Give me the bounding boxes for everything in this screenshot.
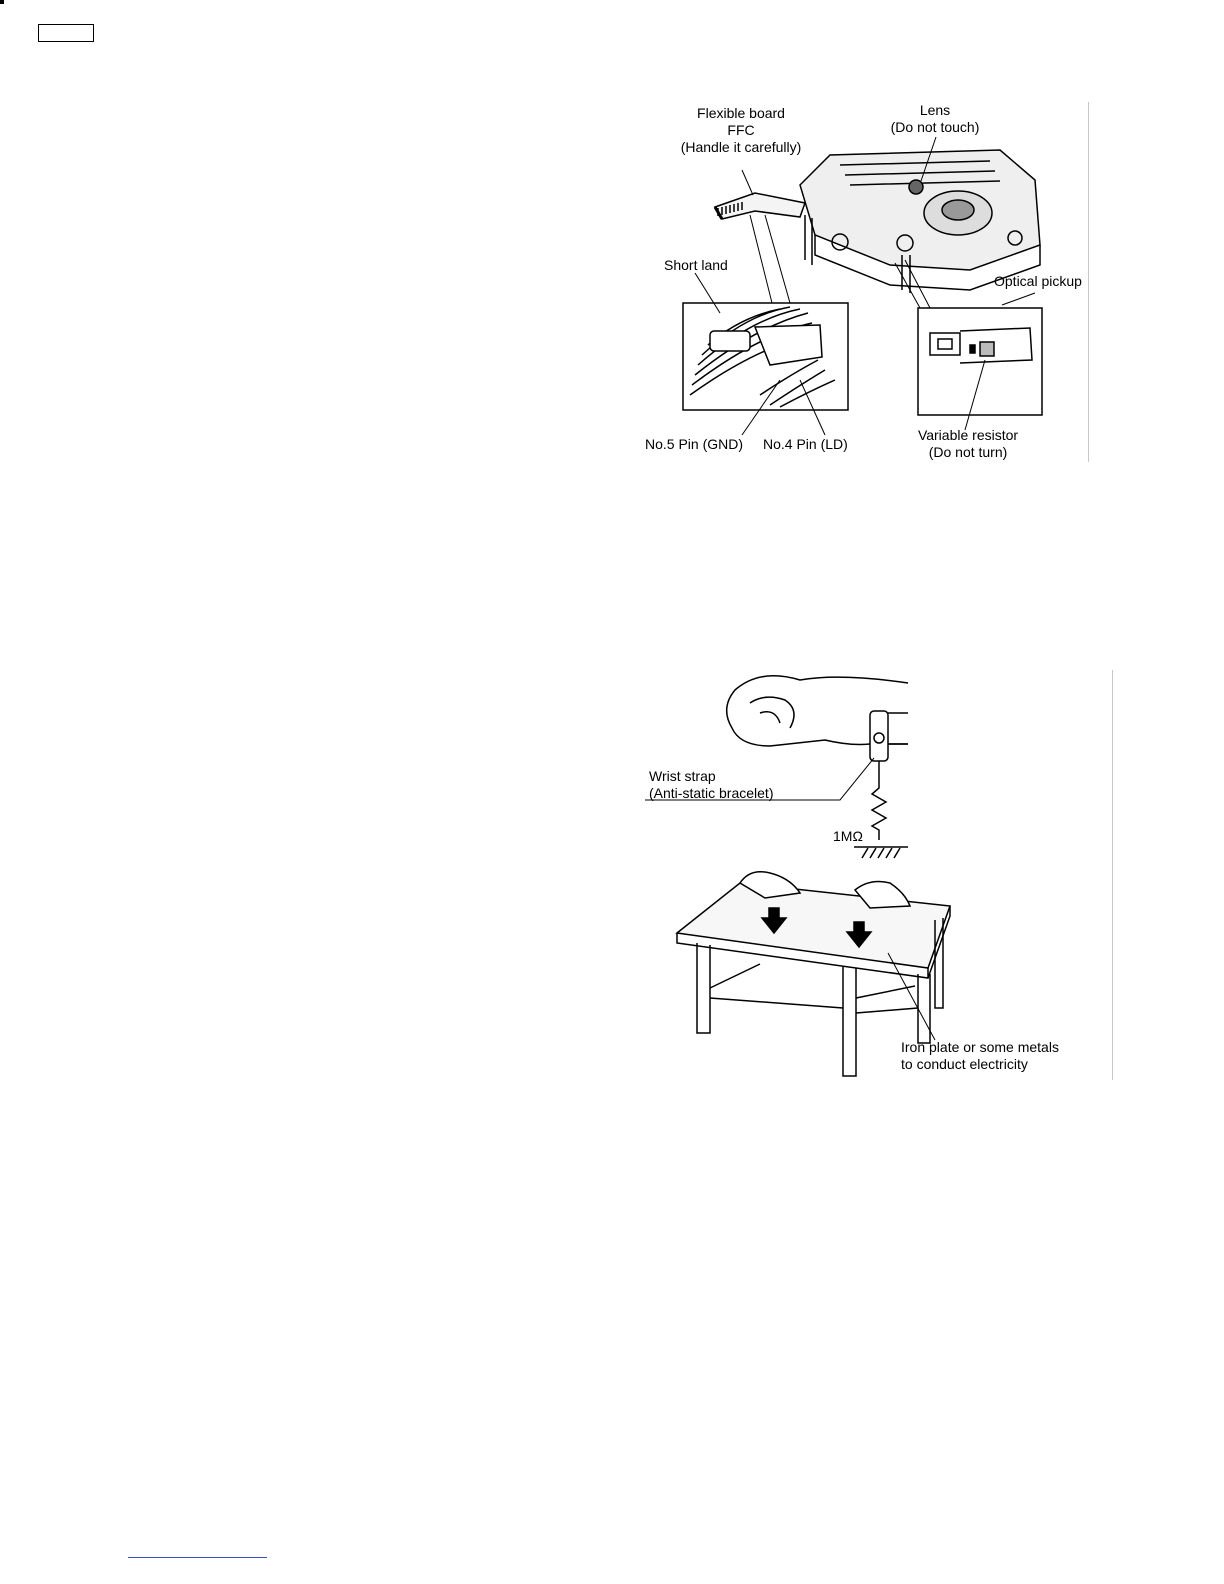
optical-pickup-figure: [640, 95, 1100, 465]
page-corner-mark: [0, 0, 4, 4]
variable-resistor-label: Variable resistor (Do not turn): [917, 427, 1019, 460]
short-land-label: Short land: [664, 257, 728, 273]
footer-link-underline[interactable]: [128, 1557, 267, 1558]
header-box: [38, 24, 94, 42]
figure2-right-rule: [1112, 670, 1113, 1080]
optical-pickup-label: Optical pickup: [994, 273, 1082, 289]
anti-static-figure: [640, 668, 1120, 1083]
figure1-right-rule: [1088, 102, 1089, 462]
resistor-value-label: 1MΩ: [833, 828, 863, 844]
pin4-label: No.4 Pin (LD): [763, 436, 848, 452]
wrist-strap-label: Wrist strap (Anti-static bracelet): [649, 768, 774, 801]
iron-plate-label: Iron plate or some metals to conduct electricity: [901, 1039, 1059, 1072]
anti-static-drawing: [640, 668, 1120, 1083]
flexible-board-label: Flexible board FFC (Handle it carefully): [680, 105, 802, 155]
pin5-label: No.5 Pin (GND): [645, 436, 744, 452]
lens-label: Lens (Do not touch): [890, 102, 980, 135]
